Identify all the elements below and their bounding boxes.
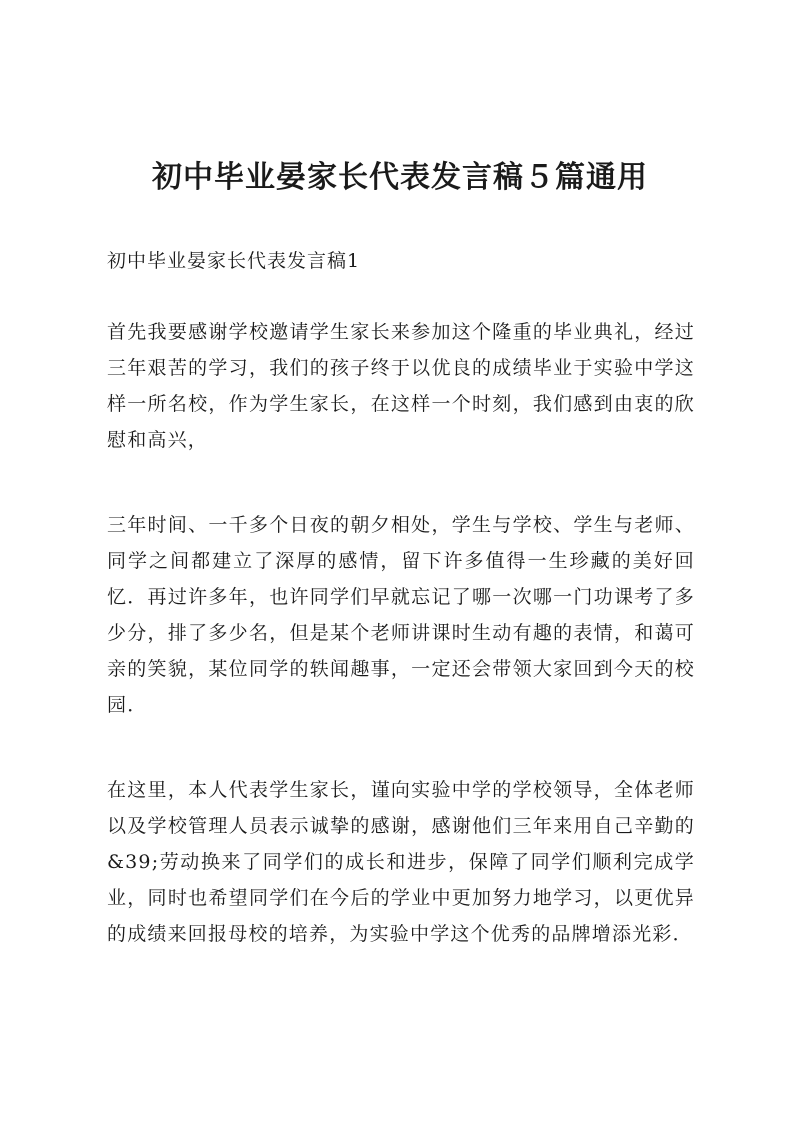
paragraph-3: 在这里，本人代表学生家长，谨向实验中学的学校领导，全体老师以及学校管理人员表示诚挚的感谢，感谢他们三年来用自己辛勤的&39;劳动换来了同学们的成长和进步，保障了同学们顺利完成学业，同时也希望同学们在今后的学业中更加努力地学习，以更优异的成绩来回报母校的培养，为实验中学这个优秀的品牌增添光彩． bbox=[107, 779, 695, 945]
section-heading: 初中毕业晏家长代表发言稿1 bbox=[107, 250, 361, 272]
paragraph-1: 首先我要感谢学校邀请学生家长来参加这个隆重的毕业典礼，经过三年艰苦的学习，我们的孩子终于以优良的成绩毕业于实验中学这样一所名校，作为学生家长，在这样一个时刻，我们感到由衷的欣慰和高兴， bbox=[107, 321, 695, 451]
document-title: 初中毕业晏家长代表发言稿５篇通用 bbox=[152, 160, 648, 195]
paragraph-2: 三年时间、一千多个日夜的朝夕相处，学生与学校、学生与老师、同学之间都建立了深厚的感情，留下许多值得一生珍藏的美好回忆．再过许多年，也许同学们早就忘记了哪一次哪一门功课考了多少分，排了多少名，但是某个老师讲课时生动有趣的表情，和蔼可亲的笑貌，某位同学的轶闻趣事，一定还会带领大家回到今天的校园． bbox=[107, 514, 695, 716]
